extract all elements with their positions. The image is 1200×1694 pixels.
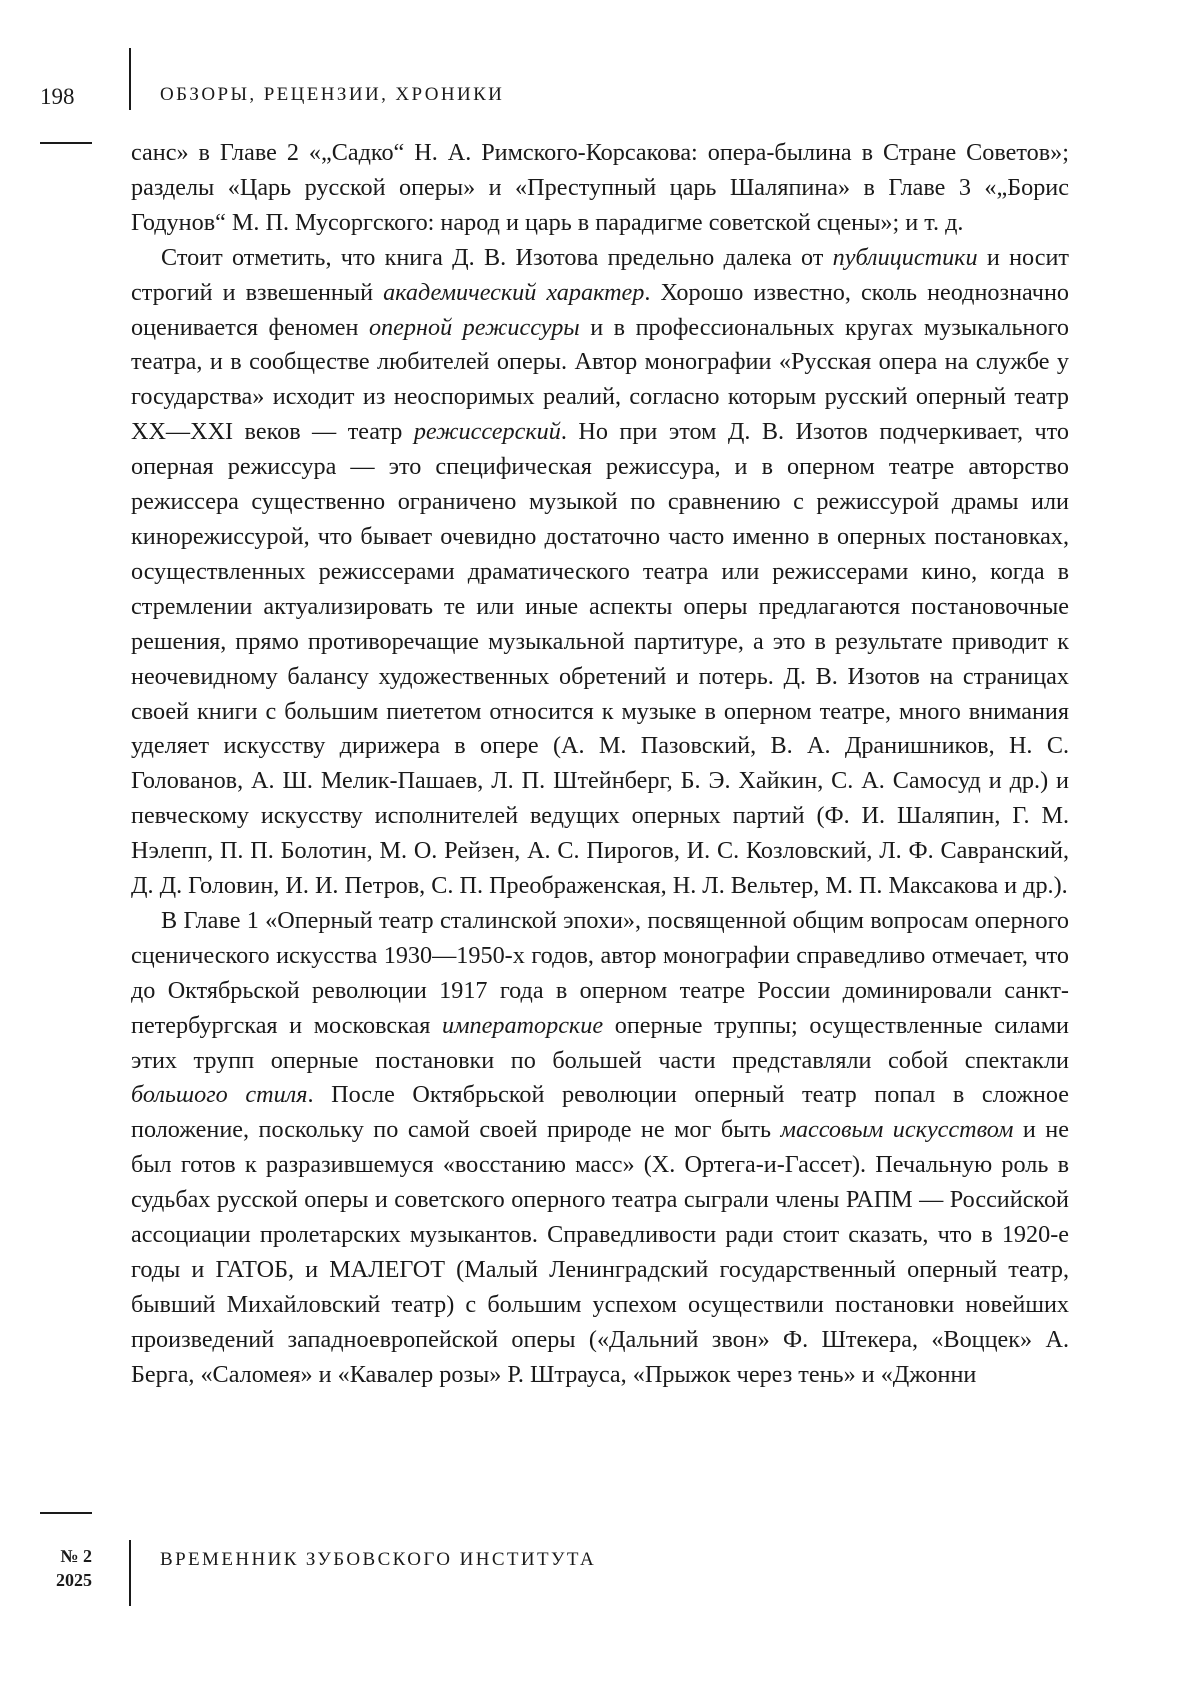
italic-term: академический характер [383,278,645,306]
journal-title: ВРЕМЕННИК ЗУБОВСКОГО ИНСТИТУТА [160,1549,597,1570]
paragraph-3 [131,904,1069,1393]
text-run: В Главе 1 «Оперный театр сталинской эпохи», посвященной общим вопросам оперного сценического искусства 1930—1950-х годов, автор монографии справедливо отмечает, что до Октябрьской революции 1917 года в оперном театре России доминировали санкт-петербургская и московская [131,906,1069,1039]
italic-term: большого стиля [131,1081,308,1109]
footer-divider [129,1540,131,1606]
margin-rule-top [40,142,92,144]
running-title: ОБЗОРЫ, РЕЦЕНЗИИ, ХРОНИКИ [160,84,505,105]
article-body [131,136,1069,1393]
italic-term: императорские [442,1011,604,1039]
paragraph-continuation: санс» в Главе 2 «„Садко“ Н. А. Римского-Корсакова: опера-былина в Стране Советов»; разделы «Царь русской оперы» и «Преступный царь Шаляпина» в Главе 3 «„Борис Годунов“ М. П. Мусоргского: народ и царь в парадигме советской сцены»; и т. д. [131,139,1069,236]
page-number: 198 [40,84,75,109]
text-run: Стоит отметить, что книга Д. В. Изотова предельно далека от [161,243,833,271]
text-run: . После Октябрьской революции оперный театр попал в сложное положение, поскольку по самой своей природе не мог быть [131,1081,1069,1144]
italic-term: массовым искусством [780,1116,1014,1144]
issue-number: № 2 [60,1546,92,1566]
text-run: . Хорошо известно, сколь неоднозначно оценивается феномен [131,278,1069,341]
issue-info [40,1544,92,1592]
italic-term: оперной режиссуры [368,313,580,341]
italic-term: публицистики [832,243,978,271]
issue-year: 2025 [56,1570,92,1590]
margin-rule-bottom [40,1512,92,1514]
text-run: и в профессиональных кругах музыкального театра, и в сообществе любителей оперы. Автор монографии «Русская опера на службе у государства» исходит из неоспоримых реалий, согласно которым русский оперный театр XX—XXI веков — театр [131,313,1069,446]
text-run: . Но при этом Д. В. Изотов подчеркивает, что оперная режиссура — это специфическая режиссура, и в оперном театре авторство режиссера существенно ограничено музыкой по сравнению с режиссурой драмы или кинорежиссурой, что бывает очевидно достаточно часто именно в оперных постановках, осуществленных режиссерами драматического театра или режиссерами кино, когда в стремлении актуализировать те или иные аспекты оперы предлагаются постановочные решения, прямо противоречащие музыкальной партитуре, а это в результате приводит к неочевидному балансу художественных обретений и потерь. Д. В. Изотов на страницах своей книги с большим пиететом относится к музыке в оперном театре, много внимания уделяет искусству дирижера в опере (А. М. Пазовский, В. А. Дранишников, Н. С. Голованов, А. Ш. Мелик-Пашаев, Л. П. Штейнберг, Б. Э. Хайкин, С. А. Самосуд и др.) и певческому искусству исполнителей ведущих оперных партий (Ф. И. Шаляпин, Г. М. Нэлепп, П. П. Болотин, М. О. Рейзен, А. С. Пирогов, И. С. Козловский, Л. Ф. Савранский, Д. Д. Головин, И. И. Петров, С. П. Преображенская, Н. Л. Вельтер, М. П. Максакова и др.). [131,418,1069,900]
paragraph-2 [131,241,1069,904]
text-run: и носит строгий и взвешенный [131,243,1069,306]
header-divider [129,48,131,110]
text-run: оперные труппы; осуществленные силами этих трупп оперные постановки по большей части представляли собой спектакли [131,1011,1069,1074]
text-run: и не был готов к разразившемуся «восстанию масс» (Х. Ортега-и-Гассет). Печальную роль в судьбах русской оперы и советского оперного театра сыграли члены РАПМ — Российской ассоциации пролетарских музыкантов. Справедливости ради стоит сказать, что в 1920-е годы и ГАТОБ, и МАЛЕГОТ (Малый Ленинградский государственный оперный театр, бывший Михайловский театр) с большим успехом осуществили постановки новейших произведений западноевропейской оперы («Дальний звон» Ф. Штекера, «Воццек» А. Берга, «Саломея» и «Кавалер розы» Р. Штрауса, «Прыжок через тень» и «Джонни [131,1116,1069,1388]
italic-term: режиссерский [413,418,561,446]
